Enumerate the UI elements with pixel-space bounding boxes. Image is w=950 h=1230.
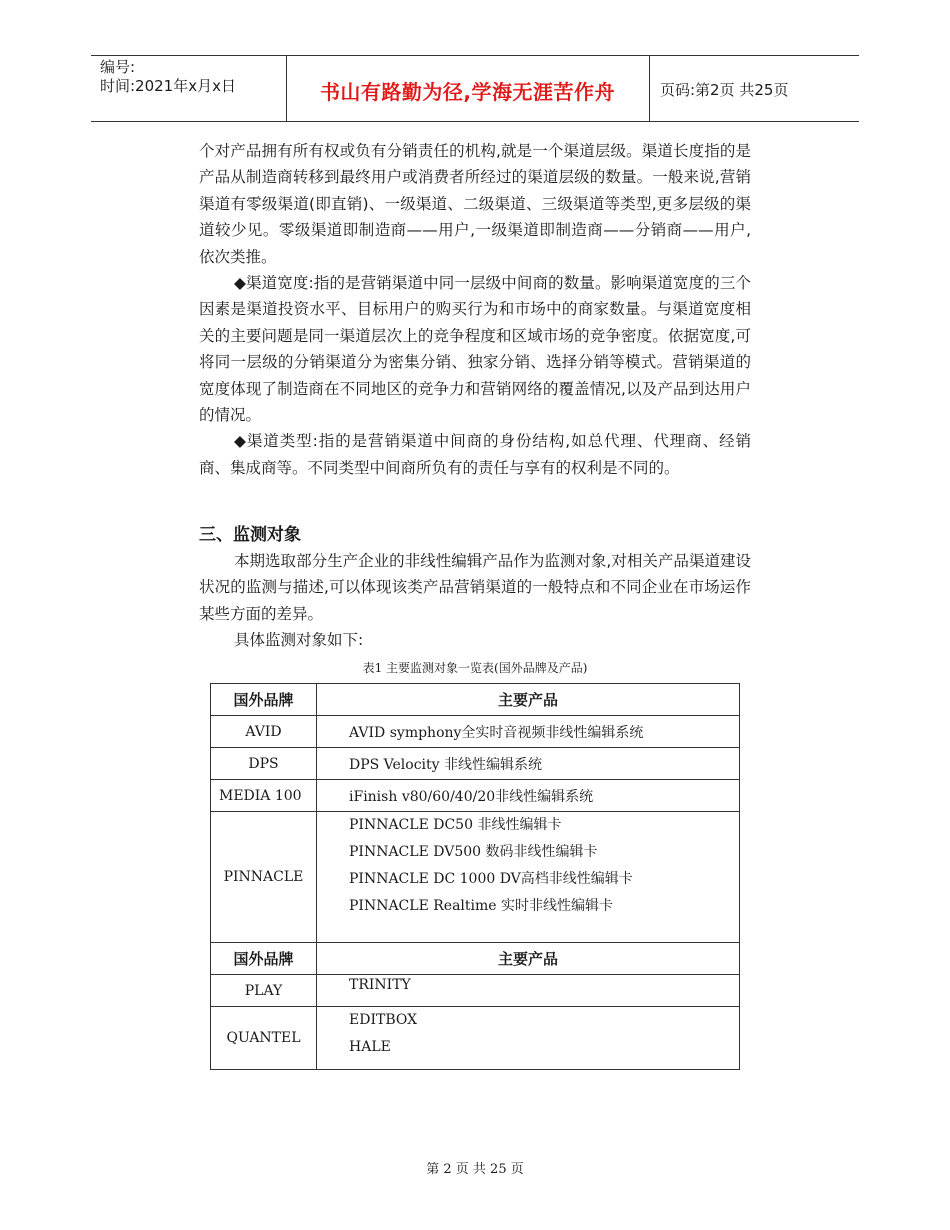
header-page-number: 页码:第2页 共25页	[660, 81, 789, 99]
table-row	[211, 716, 740, 748]
table-caption: 表1 主要监测对象一览表(国外品牌及产品)	[362, 661, 588, 675]
product-item: PINNACLE DC 1000 DV高档非线性编辑卡	[349, 871, 633, 887]
product-item: HALE	[349, 1039, 391, 1055]
header-code: 编号:	[100, 58, 136, 76]
table-header-brand: 国外品牌	[211, 684, 317, 716]
product-cell: AVID symphony全实时音视频非线性编辑系统	[317, 716, 740, 748]
product-cell: TRINITY	[317, 975, 740, 1007]
header-divider-right	[649, 55, 650, 121]
product-item: PINNACLE Realtime 实时非线性编辑卡	[349, 898, 614, 914]
body-text	[199, 138, 751, 481]
product-item: PINNACLE DV500 数码非线性编辑卡	[349, 844, 598, 860]
page-footer: 第 2 页 共 25 页	[426, 1162, 524, 1177]
header-motto: 书山有路勤为径,学海无涯苦作舟	[319, 80, 616, 104]
table-header-brand: 国外品牌	[211, 943, 317, 975]
section-heading: 三、监测对象	[199, 525, 301, 545]
paragraph-channel-width: ◆渠道宽度:指的是营销渠道中同一层级中间商的数量。影响渠道宽度的三个因素是渠道投资水平、目标用户的购买行为和市场中的商家数量。与渠道宽度相关的主要问题是同一渠道层次上的竞争程度和区域市场的竞争密度。依据宽度,可将同一层级的分销渠道分为密集分销、独家分销、选择分销等模式。营销渠道的宽度体现了制造商在不同地区的竞争力和营销网络的覆盖情况,以及产品到达用户的情况。	[199, 274, 751, 425]
table-header-products: 主要产品	[317, 943, 740, 975]
paragraph-channel-type: ◆渠道类型:指的是营销渠道中间商的身份结构,如总代理、代理商、经销商、集成商等。不同类型中间商所负有的责任与享有的权利是不同的。	[199, 432, 751, 477]
product-item: EDITBOX	[349, 1012, 418, 1028]
header-top-rule	[91, 55, 859, 56]
brand-cell: PINNACLE	[211, 812, 317, 943]
brand-cell: DPS	[211, 748, 317, 780]
header-time: 时间:2021年x月x日	[100, 77, 236, 95]
product-cell: DPS Velocity 非线性编辑系统	[317, 748, 740, 780]
table-row	[211, 1007, 740, 1070]
product-item: PINNACLE DC50 非线性编辑卡	[349, 817, 562, 833]
brand-cell: MEDIA 100	[211, 780, 317, 812]
section-paragraph: 本期选取部分生产企业的非线性编辑产品作为监测对象,对相关产品渠道建设状况的监测与描述,可以体现该类产品营销渠道的一般特点和不同企业在市场运作某些方面的差异。	[199, 552, 751, 623]
product-cell	[317, 812, 740, 943]
table-row	[211, 975, 740, 1007]
paragraph-channel-length: 个对产品拥有所有权或负有分销责任的机构,就是一个渠道层级。渠道长度指的是产品从制造商转移到最终用户或消费者所经过的渠道层级的数量。一般来说,营销渠道有零级渠道(即直销)、一级渠道、二级渠道、三级渠道等类型,更多层级的渠道较少见。零级渠道即制造商——用户,一级渠道即制造商——分销商——用户,依次类推。	[199, 142, 751, 266]
header-bottom-rule	[91, 121, 859, 122]
table-header-row	[211, 684, 740, 716]
section-lead-in: 具体监测对象如下:	[234, 631, 364, 650]
section-text	[199, 548, 751, 654]
monitoring-table	[210, 683, 740, 1070]
brand-cell: PLAY	[211, 975, 317, 1007]
header-meta	[100, 58, 236, 96]
table-row	[211, 780, 740, 812]
table-header-row-repeat	[211, 943, 740, 975]
table-row	[211, 812, 740, 943]
product-cell: iFinish v80/60/40/20非线性编辑系统	[317, 780, 740, 812]
brand-cell: AVID	[211, 716, 317, 748]
table-header-products: 主要产品	[317, 684, 740, 716]
product-cell	[317, 1007, 740, 1070]
brand-cell: QUANTEL	[211, 1007, 317, 1070]
table-row	[211, 748, 740, 780]
